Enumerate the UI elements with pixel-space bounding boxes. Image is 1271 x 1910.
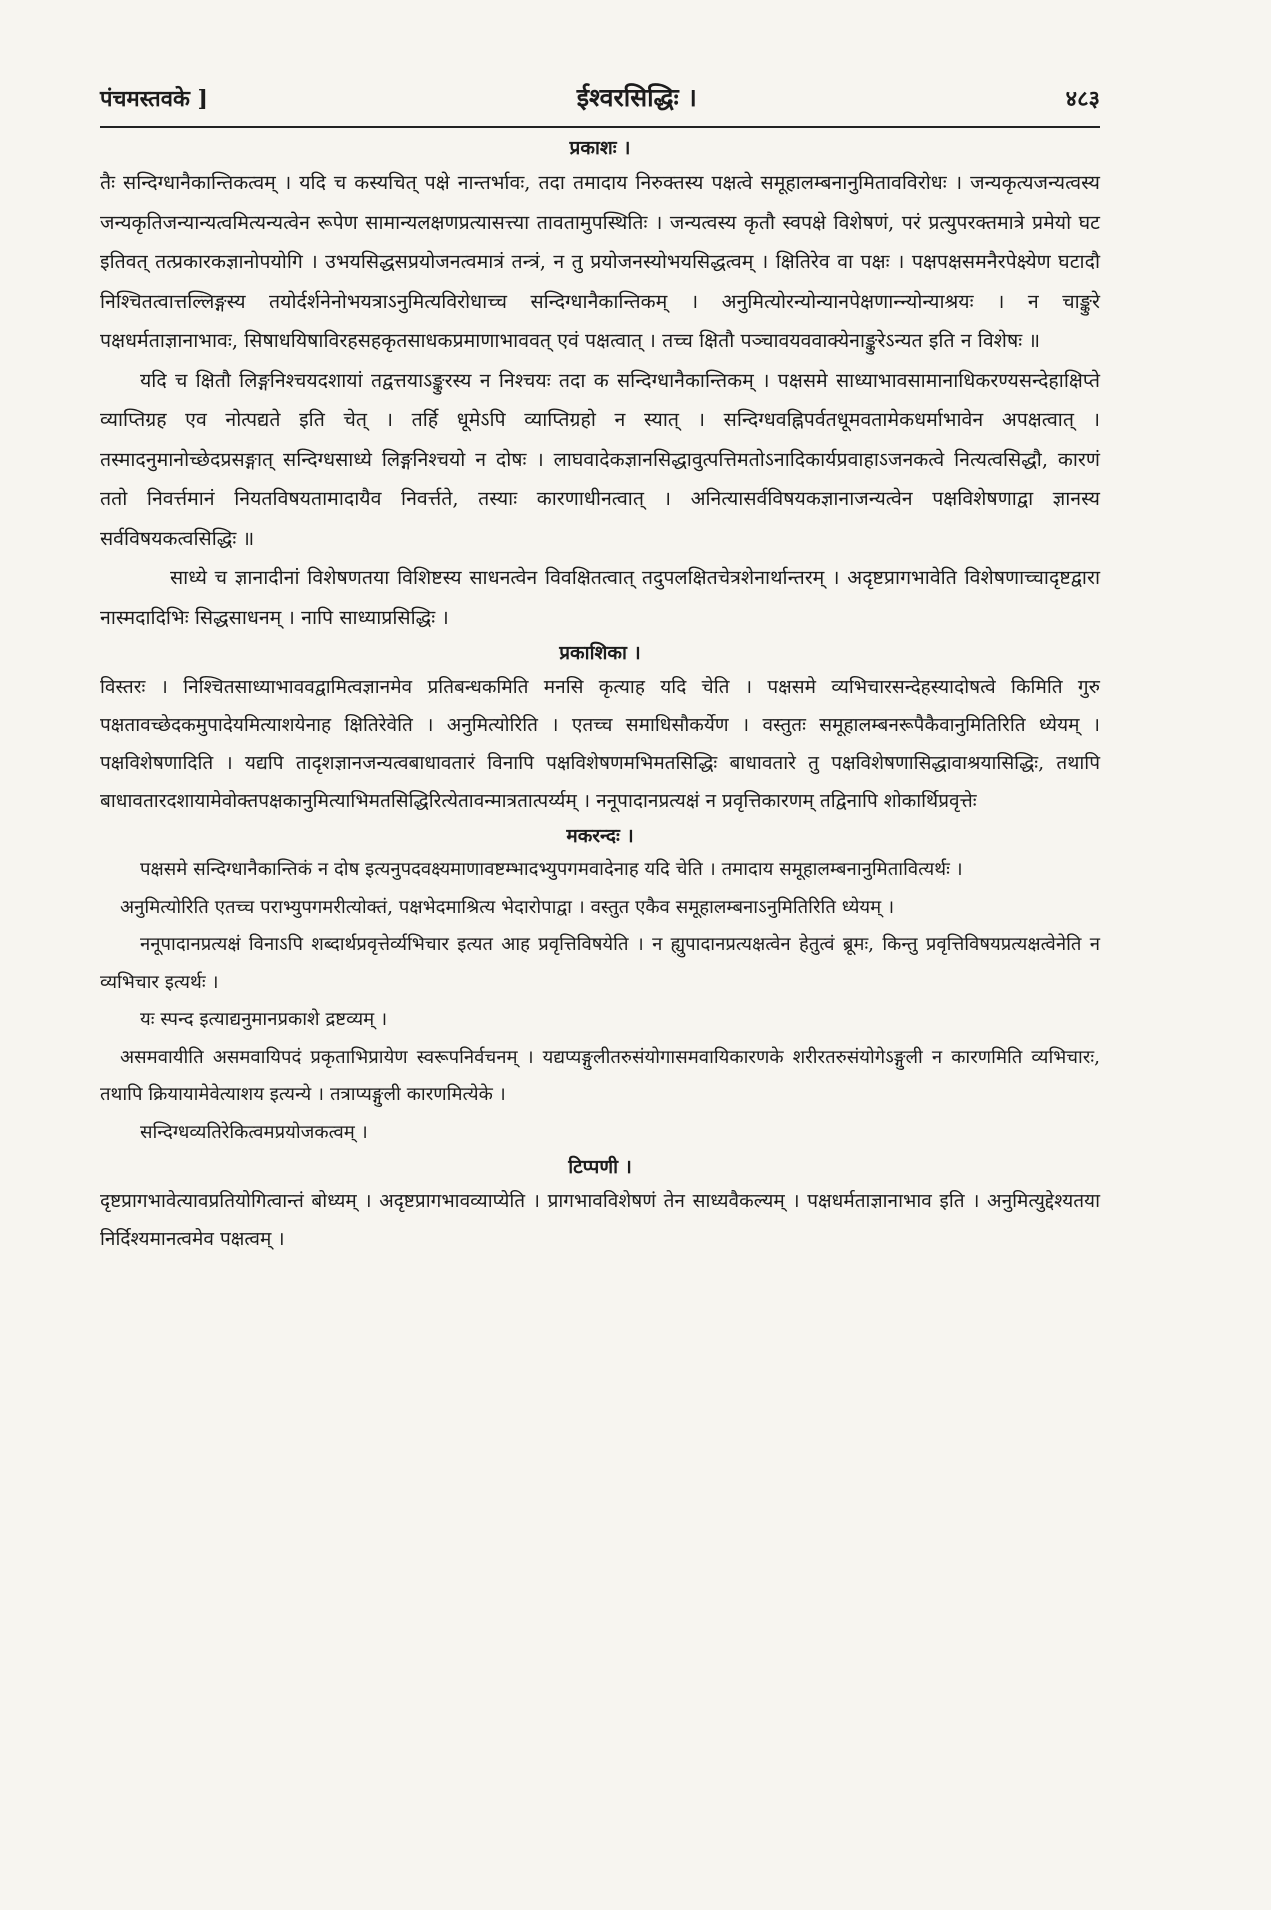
paragraph: यदि च क्षितौ लिङ्गनिश्चयदशायां तद्वत्तयाऽङ्कुरस्य न निश्चयः तदा क सन्दिग्धानैकान्तिकम् । पक्षसमे साध्याभावसामानाधिकरण्यसन्देहाक्षिप्ते व्याप्तिग्रह एव नोत्पद्यते इति चेत् । तर्हि धूमेऽपि व्याप्तिग्रहो न स्यात् । सन्दिग्धवह्निपर्वतधूमवतामेकधर्माभावेन अपक्षत्वात् । तस्मादनुमानोच्छेदप्रसङ्गात् सन्दिग्धसाध्ये लिङ्गनिश्चयो न दोषः । लाघवादेकज्ञानसिद्धावुत्पत्तिमतोऽनादिकार्यप्रवाहाऽजनकत्वे नित्यत्वसिद्धौ, कारणं ततो निवर्त्तमानं नियतविषयतामादायैव निवर्त्तते, तस्याः कारणाधीनत्वात् । अनित्यासर्वविषयकज्ञानाजन्यत्वेन पक्षविशेषणाद्वा ज्ञानस्य सर्वविषयकत्वसिद्धिः ॥ [100, 368, 1100, 550]
section-heading: प्रकाशिका । [559, 642, 641, 664]
tippani-section [100, 1153, 1100, 1258]
paragraph: यः स्पन्द इत्याद्यनुमानप्रकाशे द्रष्टव्यम् । [140, 1009, 388, 1030]
paragraph: असमवायीति असमवायिपदं प्रकृताभिप्रायेण स्वरूपनिर्वचनम् । यद्यप्यङ्गुलीतरुसंयोगासमवायिकारणके शरीरतरुसंयोगेऽङ्गुली न कारणमिति व्यभिचारः, तथापि क्रियायामेवेत्याशय इत्यन्ये । तत्राप्यङ्गुली कारणमित्येके । [100, 1046, 1100, 1105]
makaranda-section [100, 822, 1100, 1151]
paragraph: पक्षसमे सन्दिग्धानैकान्तिकं न दोष इत्यनुपदवक्ष्यमाणावष्टम्भादभ्युपगमवादेनाह यदि चेति । तमादाय समूहालम्बनानुमितावित्यर्थः । [140, 859, 963, 880]
paragraph: ननूपादानप्रत्यक्षं विनाऽपि शब्दार्थप्रवृत्तेर्व्यभिचार इत्यत आह प्रवृत्तिविषयेति । न ह्युपादानप्रत्यक्षत्वेन हेतुत्वं ब्रूमः, किन्तु प्रवृत्तिविषयप्रत्यक्षत्वेनेति न व्यभिचार इत्यर्थः । [100, 934, 1100, 993]
section-heading: मकरन्दः । [566, 825, 634, 847]
section-heading: टिप्पणी । [568, 1156, 632, 1178]
book-title: ईश्वरसिद्धिः । [576, 83, 697, 112]
paragraph: अनुमित्योरिति एतच्च पराभ्युपगमरीत्योक्तं, पक्षभेदमाश्रित्य भेदारोपाद्वा । वस्तुत एकैव समूहालम्बनाऽनुमितिरिति ध्येयम् । [120, 896, 895, 918]
book-page [100, 80, 1100, 1880]
paragraph: तैः सन्दिग्धानैकान्तिकत्वम् । यदि च कस्यचित् पक्षे नान्तर्भावः, तदा तमादाय निरुक्तस्य पक्षत्वे समूहालम्बनानुमितावविरोधः । जन्यकृत्यजन्यत्वस्य जन्यकृतिजन्यान्यत्वमित्यन्यत्वेन रूपेण सामान्यलक्षणप्रत्यासत्त्या तावतामुपस्थितिः । जन्यत्वस्य कृतौ स्वपक्षे विशेषणं, परं प्रत्युपरक्तमात्रे प्रमेयो घट इतिवत् तत्प्रकारकज्ञानोपयोगि । उभयसिद्धसप्रयोजनत्वमात्रं तन्त्रं, न तु प्रयोजनस्योभयसिद्धत्वम् । क्षितिरेव वा पक्षः । पक्षपक्षसमनैरपेक्ष्येण घटादौ निश्चितत्वात्तल्लिङ्गस्य तयोर्दर्शनेनोभयत्राऽनुमित्यविरोधाच्च सन्दिग्धानैकान्तिकम् । अनुमित्योरन्योन्यानपेक्षणान्न्योन्याश्रयः । न चाङ्कुरे पक्षधर्मताज्ञानाभावः, सिषाधयिषाविरहसहकृतसाधकप्रमाणाभाववत् एवं पक्षत्वात् । तच्च क्षितौ पञ्चावयववाक्येनाङ्कुरेऽन्यत इति न विशेषः ॥ [100, 171, 1100, 352]
running-header [100, 80, 1100, 120]
paragraph: सन्दिग्धव्यतिरेकित्वमप्रयोजकत्वम् । [140, 1121, 368, 1143]
page-number: ४८३ [1065, 86, 1100, 112]
paragraph: साध्ये च ज्ञानादीनां विशेषणतया विशिष्टस्य साधनत्वेन विवक्षितत्वात् तदुपलक्षितचेत्रशेनार्थान्तरम् । अदृष्टप्रागभावेति विशेषणाच्चादृष्टद्वारा नास्मदादिभिः सिद्धसाधनम् । नापि साध्याप्रसिद्धिः । [100, 566, 1100, 629]
chapter-label: पंचमस्तवके ] [100, 86, 208, 112]
paragraph: दृष्टप्रागभावेत्यावप्रतियोगित्वान्तं बोध्यम् । अदृष्टप्रागभावव्याप्येति । प्रागभावविशेषणं तेन साध्यवैकल्यम् । पक्षधर्मताज्ञानाभाव इति । अनुमित्युद्देश्यतया निर्दिश्यमानत्वमेव पक्षत्वम् । [100, 1190, 1100, 1250]
prakasha-section [100, 134, 1100, 637]
paragraph: विस्तरः । निश्चितसाध्याभाववद्वामित्वज्ञानमेव प्रतिबन्धकमिति मनसि कृत्याह यदि चेति । पक्षसमे व्यभिचारसन्देहस्यादोषत्वे किमिति गुरु पक्षतावच्छेदकमुपादेयमित्याशयेनाह क्षितिरेवेति । अनुमित्योरिति । एतच्च समाधिसौकर्येण । वस्तुतः समूहालम्बनरूपैकैवानुमितिरिति ध्येयम् । पक्षविशेषणादिति । यद्यपि तादृशज्ञानजन्यत्वबाधावतारं विनापि पक्षविशेषणमभिमतसिद्धिः बाधावतारे तु पक्षविशेषणासिद्धावाश्रयासिद्धिः, तथापि बाधावतारदशायामेवोक्तपक्षकानुमित्याभिमतसिद्धिरित्येतावन्मात्रतात्पर्य्यम् । ननूपादानप्रत्यक्षं न प्रवृत्तिकारणम् तद्विनापि शोकार्थिप्रवृत्तेः [100, 676, 1100, 812]
section-heading: प्रकाशः । [569, 137, 631, 159]
prakashika-section [100, 639, 1100, 820]
header-rule [100, 126, 1100, 128]
